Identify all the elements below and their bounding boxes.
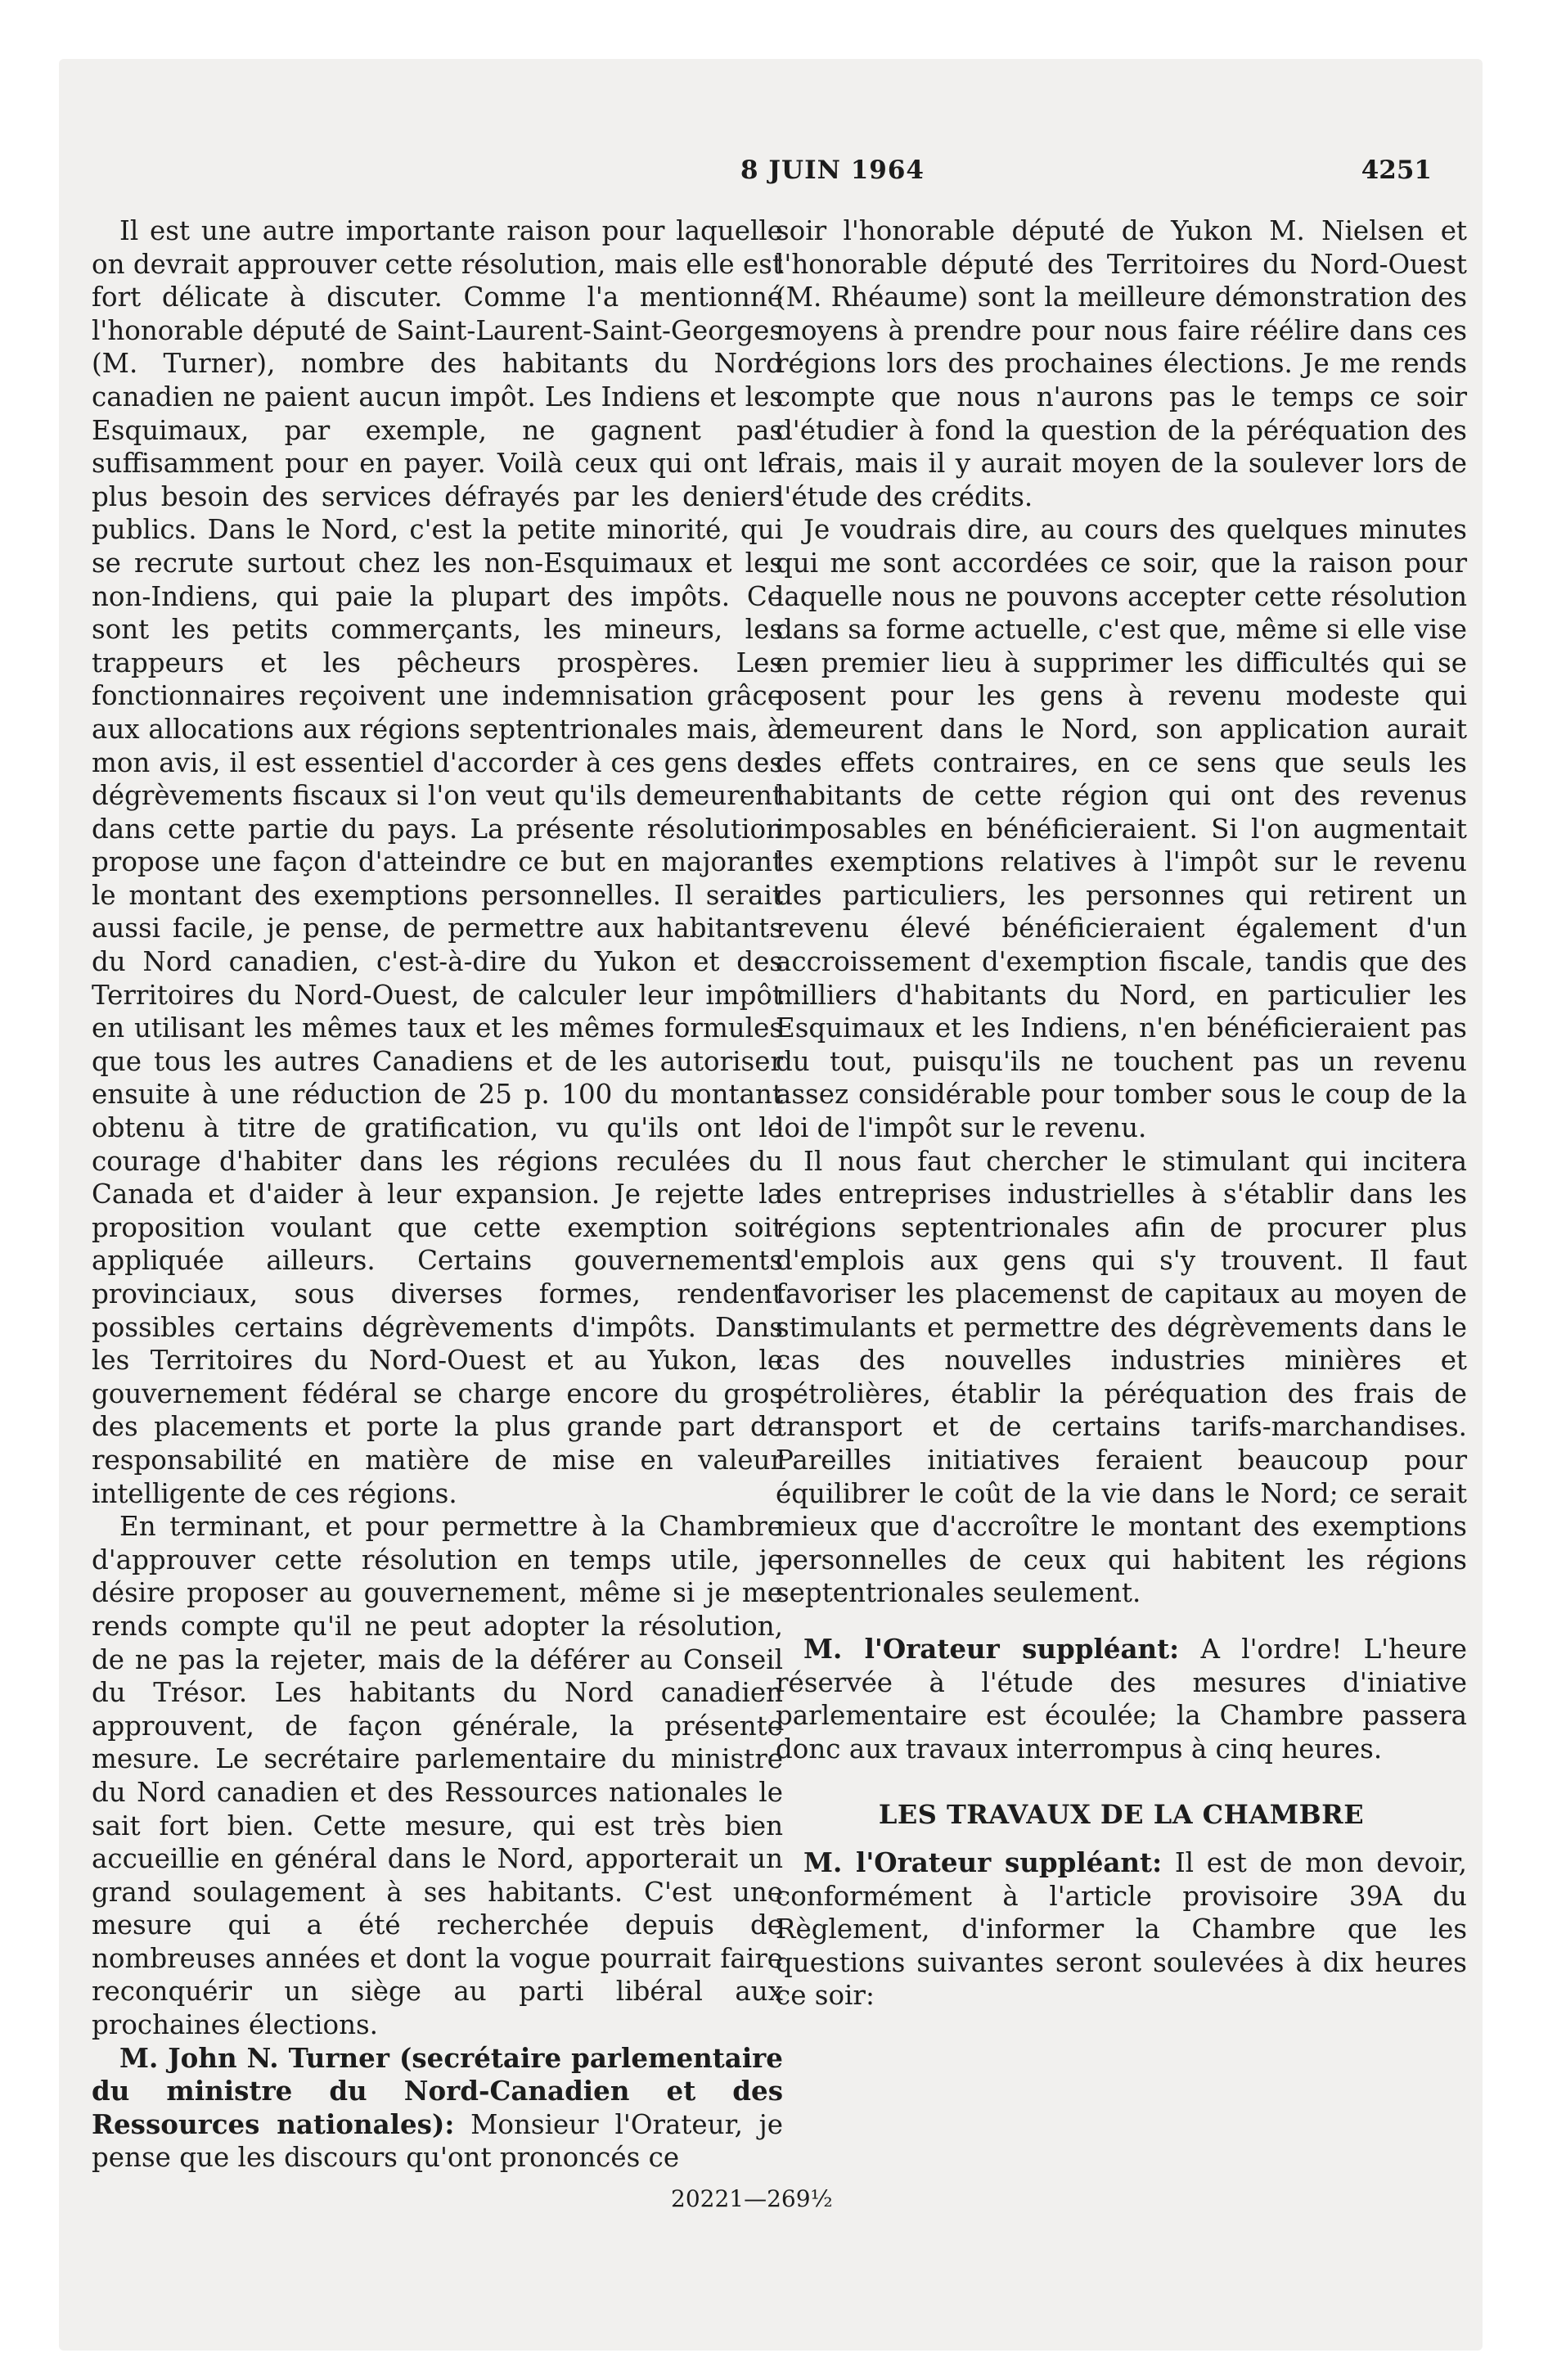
- section-heading: LES TRAVAUX DE LA CHAMBRE: [878, 1799, 1365, 1831]
- speaker-paragraph: [92, 2042, 783, 2175]
- header-date: 8 JUIN 1964: [740, 156, 925, 185]
- page-header: [59, 156, 1483, 192]
- paragraph: Il est une autre importante raison pour laquelle on devrait approuver cette résolution, mais elle est fort délicate à discuter. Comme l'a mentionné l'honorable député de Saint-Laurent-Saint-Georges (M. Turner), nombre des habitants du Nord canadien ne paient aucun impôt. Les Indiens et les Esquimaux, par exemple, ne gagnent pas suffisamment pour en payer. Voilà ceux qui ont le plus besoin des services défrayés par les deniers publics. Dans le Nord, c'est la petite minorité, qui se recrute surtout chez les non-Esquimaux et les non-Indiens, qui paie la plupart des impôts. Ce sont les petits commerçants, les mineurs, les trappeurs et les pêcheurs prospères. Les fonctionnaires reçoivent une indemnisation grâce aux allocations aux régions septentrionales mais, à mon avis, il est essentiel d'accorder à ces gens des dégrèvements fiscaux si l'on veut qu'ils demeurent dans cette partie du pays. La présente résolution propose une façon d'atteindre ce but en majorant le montant des exemptions personnelles. Il serait aussi facile, je pense, de permettre aux habitants du Nord canadien, c'est-à-dire du Yukon et des Territoires du Nord-Ouest, de calculer leur impôt en utilisant les mêmes taux et les mêmes formules que tous les autres Canadiens et de les autoriser ensuite à une réduction de 25 p. 100 du montant obtenu à titre de gratification, vu qu'ils ont le courage d'habiter dans les régions reculées du Canada et d'aider à leur expansion. Je rejette la proposition voulant que cette exemption soit appliquée ailleurs. Certains gouvernements provinciaux, sous diverses formes, rendent possibles certains dégrèvements d'impôts. Dans les Territoires du Nord-Ouest et au Yukon, le gouvernement fédéral se charge encore du gros des placements et porte la plus grande part de responsabilité en matière de mise en valeur intelligente de ces régions.: [92, 215, 783, 1509]
- paragraph: Je voudrais dire, au cours des quelques minutes qui me sont accordées ce soir, que la raison pour laquelle nous ne pouvons accepter cette résolution dans sa forme actuelle, c'est que, même si elle vise en premier lieu à supprimer les difficultés qui se posent pour les gens à revenu modeste qui demeurent dans le Nord, son application aurait des effets contraires, en ce sens que seuls les habitants de cette région qui ont des revenus imposables en bénéficieraient. Si l'on augmentait les exemptions relatives à l'impôt sur le revenu des particuliers, les personnes qui retirent un revenu élevé bénéficieraient également d'un accroissement d'exemption fiscale, tandis que des milliers d'habitants du Nord, en particulier les Esquimaux et les Indiens, n'en bénéficieraient pas du tout, puisqu'ils ne touchent pas un revenu assez considérable pour tomber sous le coup de la loi de l'impôt sur le revenu.: [776, 514, 1467, 1144]
- speech-text: A l'ordre! L'heure réservée à l'étude des mesures d'iniative parlementaire est écoulée; la Chambre passera donc aux travaux interrompus à cinq heures.: [776, 1633, 1467, 1765]
- page-number: 4251: [1361, 156, 1432, 185]
- paragraph: soir l'honorable député de Yukon M. Nielsen et l'honorable député des Territoires du Nord-Ouest (M. Rhéaume) sont la meilleure démonstration des moyens à prendre pour nous faire réélire dans ces régions lors des prochaines élections. Je me rends compte que nous n'aurons pas le temps ce soir d'étudier à fond la question de la péréquation des frais, mais il y aurait moyen de la soulever lors de l'étude des crédits.: [776, 215, 1467, 512]
- speech-text: Il est de mon devoir, conformément à l'article provisoire 39A du Règlement, d'informer la Chambre que les questions suivantes seront soulevées à dix heures ce soir:: [776, 1846, 1467, 2012]
- footer-signature: 20221—269½: [671, 2185, 833, 2212]
- speech-text: Monsieur l'Orateur, je pense que les discours qu'ont prononcés ce: [92, 2108, 783, 2174]
- speaker-paragraph: [776, 1633, 1467, 1765]
- right-column: [776, 214, 1467, 2013]
- speaker-paragraph: [776, 1846, 1467, 2013]
- speaker-name: M. l'Orateur suppléant:: [803, 1846, 1163, 1878]
- left-column: [92, 214, 783, 2175]
- paragraph: En terminant, et pour permettre à la Chambre d'approuver cette résolution en temps utile, je désire proposer au gouvernement, même si je me rends compte qu'il ne peut adopter la résolution, de ne pas la rejeter, mais de la déférer au Conseil du Trésor. Les habitants du Nord canadien approuvent, de façon générale, la présente mesure. Le secrétaire parlementaire du ministre du Nord canadien et des Ressources nationales le sait fort bien. Cette mesure, qui est très bien accueillie en général dans le Nord, apporterait un grand soulagement à ses habitants. C'est une mesure qui a été recherchée depuis de nombreuses années et dont la vogue pourrait faire reconquérir un siège au parti libéral aux prochaines élections.: [92, 1511, 783, 2041]
- speaker-name: M. John N. Turner (secrétaire parlementaire du ministre du Nord-Canadien et des Ressources nationales):: [92, 2041, 783, 2140]
- spacer: [776, 1610, 1467, 1633]
- speaker-name: M. l'Orateur suppléant:: [803, 1632, 1180, 1665]
- paragraph: Il nous faut chercher le stimulant qui incitera des entreprises industrielles à s'établir dans les régions septentrionales afin de procurer plus d'emplois aux gens qui s'y trouvent. Il faut favoriser les placemenst de capitaux au moyen de stimulants et permettre des dégrèvements dans le cas des nouvelles industries minières et pétrolières, établir la péréquation des frais de transport et de certains tarifs-marchandises. Pareilles initiatives feraient beaucoup pour équilibrer le coût de la vie dans le Nord; ce serait mieux que d'accroître le montant des exemptions personnelles de ceux qui habitent les régions septentrionales seulement.: [776, 1145, 1467, 1609]
